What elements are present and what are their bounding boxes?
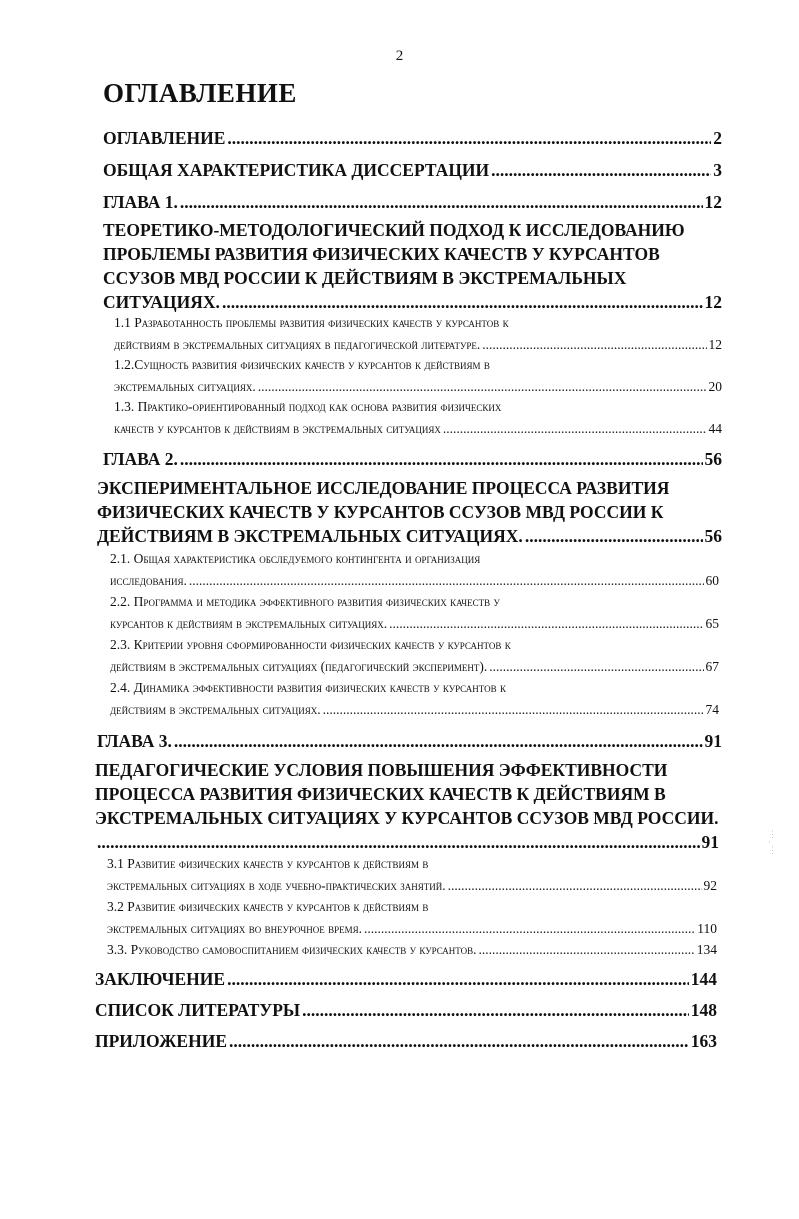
toc-entry-title: ДЕЙСТВИЯМ В ЭКСТРЕМАЛЬНЫХ СИТУАЦИЯХ. (97, 526, 523, 546)
toc-entry-title: действиям в экстремальных ситуациях в педагогической литературе. (114, 337, 481, 352)
toc-page-number: 2 (713, 128, 722, 148)
toc-entry-title: качеств у курсантов к действиям в экстремальных ситуациях (114, 421, 441, 436)
dot-leader (229, 1029, 689, 1053)
dot-leader (180, 190, 703, 214)
toc-entry-leader-line (107, 918, 717, 940)
toc-page-number: 56 (704, 526, 722, 546)
dot-leader (482, 334, 706, 356)
toc-entry-title-line: ПРОЦЕССА РАЗВИТИЯ ФИЗИЧЕСКИХ КАЧЕСТВ К ДЕЙСТВИЯМ В (95, 784, 666, 804)
toc-entry-title-line: 1.2.Сущность развития физических качеств у курсантов к действиям в (114, 357, 490, 372)
toc-entry-leader-line (103, 447, 722, 471)
dot-leader (180, 447, 703, 471)
dot-leader (258, 376, 707, 398)
dot-leader (174, 729, 703, 753)
toc-entry-leader-line (103, 158, 722, 182)
toc-entry-leader-line (95, 1029, 717, 1053)
toc-entry-leader-line (114, 334, 722, 356)
toc-page-number: 144 (690, 969, 717, 989)
toc-entry[interactable] (103, 126, 722, 150)
toc-entry-title: экстремальных ситуациях. (114, 379, 256, 394)
toc-entry-title: курсантов к действиям в экстремальных ситуациях. (110, 616, 388, 631)
toc-entry[interactable] (110, 548, 719, 592)
toc-entry[interactable] (97, 476, 722, 548)
dot-leader (443, 418, 707, 440)
toc-page-number: 60 (705, 573, 719, 588)
toc-entry[interactable] (103, 158, 722, 182)
toc-entry-leader-line (114, 418, 722, 440)
toc-entry[interactable] (103, 190, 722, 214)
dot-leader (227, 126, 711, 150)
toc-entry-leader-line (95, 967, 717, 991)
toc-entry-leader-line (114, 376, 722, 398)
toc-entry-title: экстремальных ситуациях в ходе учебно-практических занятий. (107, 878, 446, 893)
toc-entry[interactable] (107, 939, 717, 961)
dot-leader (189, 570, 704, 592)
toc-entry[interactable] (103, 447, 722, 471)
toc-entry-title: ОБЩАЯ ХАРАКТЕРИСТИКА ДИССЕРТАЦИИ (103, 160, 490, 180)
toc-entry[interactable] (110, 677, 719, 721)
toc-page-number: 163 (690, 1031, 717, 1051)
toc-entry-title: действиям в экстремальных ситуациях. (110, 702, 321, 717)
toc-entry-title: ОГЛАВЛЕНИЕ (103, 128, 226, 148)
toc-page-number: 12 (704, 192, 722, 212)
toc-page-number: 134 (696, 942, 717, 957)
toc-entry-title-line: 3.2 Развитие физических качеств у курсантов к действиям в (107, 899, 429, 914)
toc-entry-leader-line (110, 613, 719, 635)
toc-entry-leader-line (107, 939, 717, 961)
toc-entry[interactable] (95, 758, 719, 854)
toc-page-number: 74 (705, 702, 719, 717)
toc-entry-title: экстремальных ситуациях во внеурочное время. (107, 921, 362, 936)
toc-entry-title-line: 1.1 Разработанность проблемы развития физических качеств у курсантов к (114, 315, 509, 330)
toc-entry-leader-line (103, 290, 722, 314)
dot-leader (389, 613, 703, 635)
toc-page-number: 148 (690, 1000, 717, 1020)
toc-page-number: 3 (713, 160, 722, 180)
toc-entry-title: исследования. (110, 573, 187, 588)
toc-entry-leader-line (110, 570, 719, 592)
scan-mark: ⋮ · ⋮ (768, 829, 777, 855)
toc-entry[interactable] (107, 896, 717, 940)
toc-entry-title: ПРИЛОЖЕНИЕ (95, 1031, 228, 1051)
toc-entry[interactable] (95, 1029, 717, 1053)
toc-entry-title-line: ПЕДАГОГИЧЕСКИЕ УСЛОВИЯ ПОВЫШЕНИЯ ЭФФЕКТИВНОСТИ (95, 760, 668, 780)
toc-entry-title-line: 2.1. Общая характеристика обследуемого контингента и организация (110, 551, 481, 566)
toc-entry[interactable] (95, 967, 717, 991)
toc-page-number: 56 (704, 449, 722, 469)
toc-entry-title: СПИСОК ЛИТЕРАТУРЫ (95, 1000, 301, 1020)
toc-entry-leader-line (95, 830, 719, 854)
toc-entry-title-line: ФИЗИЧЕСКИХ КАЧЕСТВ У КУРСАНТОВ ССУЗОВ МВД РОССИИ К (97, 502, 664, 522)
dot-leader (222, 290, 703, 314)
toc-entry-title: ГЛАВА 3. (97, 731, 172, 751)
toc-page-number: 20 (708, 379, 722, 394)
toc-entry-title-line: 3.1 Развитие физических качеств у курсантов к действиям в (107, 856, 429, 871)
toc-entry-title-line: 2.3. Критерии уровня сформированности физических качеств у курсантов к (110, 637, 511, 652)
dot-leader (489, 656, 703, 678)
toc-entry-title: 3.3. Руководство самовоспитанием физических качеств у курсантов. (107, 942, 477, 957)
toc-entry[interactable] (97, 729, 722, 753)
toc-entry[interactable] (95, 998, 717, 1022)
toc-entry[interactable] (110, 634, 719, 678)
toc-entry[interactable] (103, 218, 722, 314)
toc-page-number: 91 (701, 832, 719, 852)
toc-entry-title-line: ТЕОРЕТИКО-МЕТОДОЛОГИЧЕСКИЙ ПОДХОД К ИССЛЕДОВАНИЮ (103, 220, 685, 240)
toc-page-number: 67 (705, 659, 719, 674)
toc-page-number: 12 (704, 292, 722, 312)
toc-entry-leader-line (95, 998, 717, 1022)
toc-entry[interactable] (114, 396, 722, 440)
dot-leader (448, 875, 702, 897)
toc-entry-leader-line (97, 524, 722, 548)
toc-entry-leader-line (103, 126, 722, 150)
toc-entry-leader-line (107, 875, 717, 897)
toc-entry-title: ГЛАВА 1. (103, 192, 178, 212)
toc-entry-leader-line (97, 729, 722, 753)
toc-entry-title-line: 2.4. Динамика эффективности развития физических качеств у курсантов к (110, 680, 506, 695)
toc-entry[interactable] (114, 354, 722, 398)
toc-page-number: 91 (704, 731, 722, 751)
dot-leader (97, 830, 700, 854)
toc-entry-title-line: ЭКСТРЕМАЛЬНЫХ СИТУАЦИЯХ У КУРСАНТОВ ССУЗОВ МВД РОССИИ. (95, 808, 719, 828)
dot-leader (479, 939, 695, 961)
page-number: 2 (395, 48, 404, 64)
toc-entry-leader-line (110, 699, 719, 721)
toc-entry-leader-line (110, 656, 719, 678)
toc-entry-title: действиям в экстремальных ситуациях (педагогический эксперимент). (110, 659, 488, 674)
toc-entry-title-line: ССУЗОВ МВД РОССИИ К ДЕЙСТВИЯМ В ЭКСТРЕМАЛЬНЫХ (103, 268, 627, 288)
dot-leader (323, 699, 704, 721)
dot-leader (491, 158, 711, 182)
toc-entry-title-line: 1.3. Практико-ориентированный подход как основа развития физических (114, 399, 502, 414)
toc-entry-title: СИТУАЦИЯХ. (103, 292, 220, 312)
toc-entry[interactable] (114, 312, 722, 356)
toc-page-number: 12 (708, 337, 722, 352)
toc-entry[interactable] (110, 591, 719, 635)
toc-page-number: 44 (708, 421, 722, 436)
toc-entry-leader-line (103, 190, 722, 214)
toc-entry[interactable] (107, 853, 717, 897)
toc-page-number: 92 (703, 878, 717, 893)
toc-entry-title-line: ЭКСПЕРИМЕНТАЛЬНОЕ ИССЛЕДОВАНИЕ ПРОЦЕССА РАЗВИТИЯ (97, 478, 670, 498)
dot-leader (364, 918, 695, 940)
dot-leader (525, 524, 703, 548)
toc-entry-title-line: 2.2. Программа и методика эффективного развития физических качеств у (110, 594, 500, 609)
toc-page-number: 65 (705, 616, 719, 631)
toc-page-number: 110 (697, 921, 717, 936)
toc-entry-title-line: ПРОБЛЕМЫ РАЗВИТИЯ ФИЗИЧЕСКИХ КАЧЕСТВ У КУРСАНТОВ (103, 244, 660, 264)
dot-leader (302, 998, 689, 1022)
dot-leader (227, 967, 689, 991)
toc-heading: ОГЛАВЛЕНИЕ (103, 78, 297, 108)
toc-entry-title: ГЛАВА 2. (103, 449, 178, 469)
toc-entry-title: ЗАКЛЮЧЕНИЕ (95, 969, 226, 989)
